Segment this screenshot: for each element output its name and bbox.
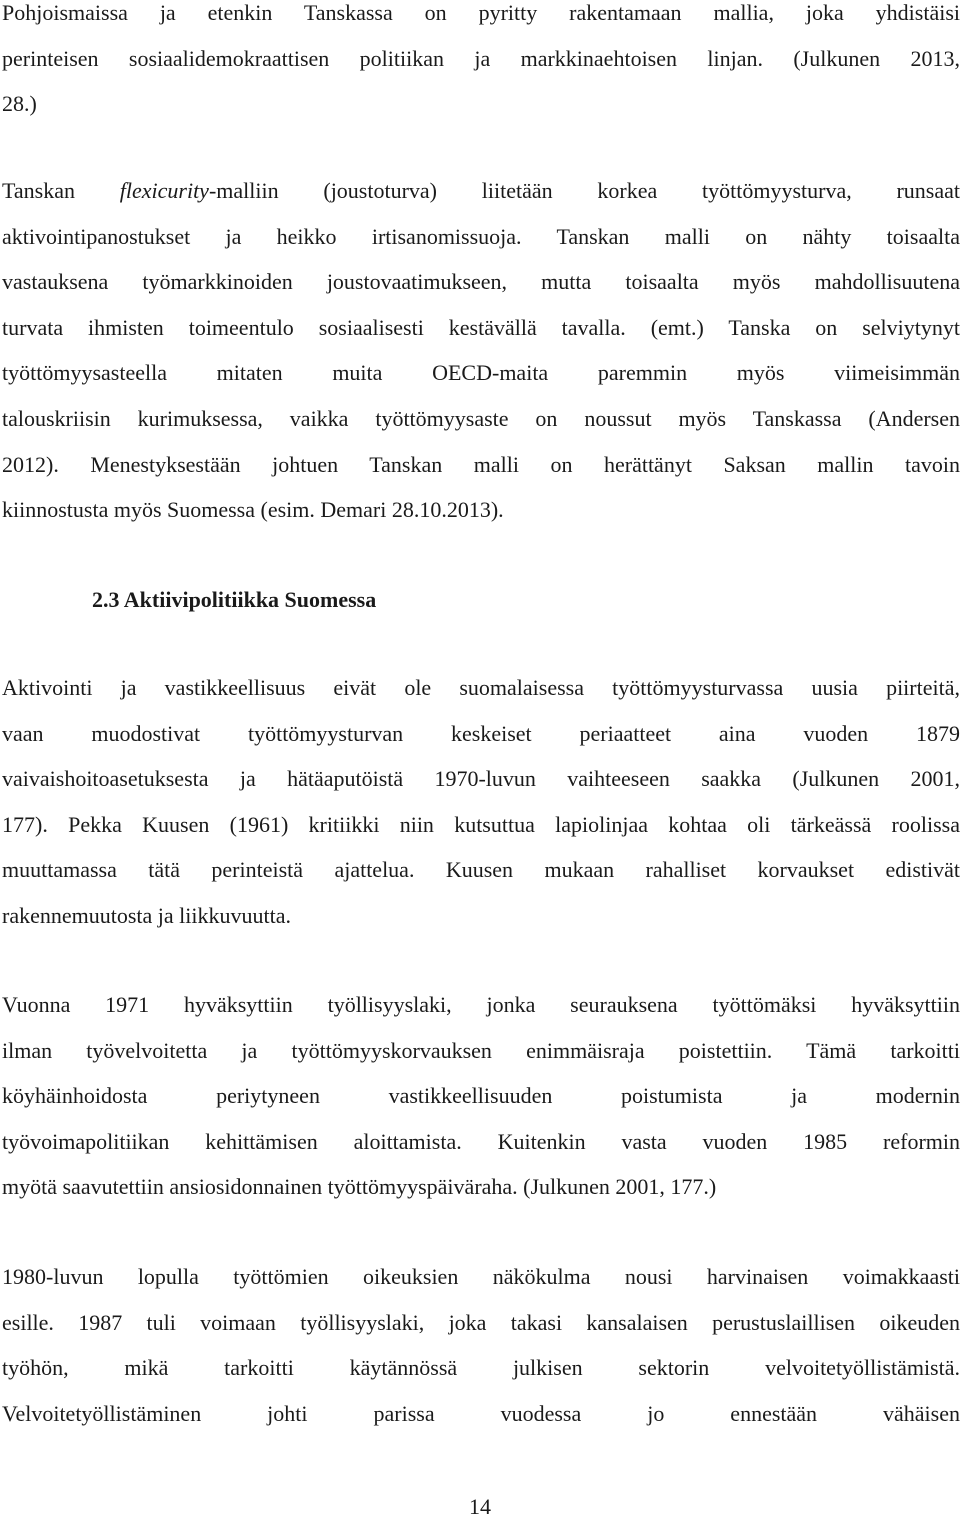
italic-term: flexicurity	[119, 178, 209, 203]
paragraph-employment-act-1971	[2, 982, 960, 1210]
text-line: Vuonna 1971 hyväksyttiin työllisyyslaki, jonka seurauksena työttömäksi hyväksyttiin	[2, 992, 960, 1017]
text-line: vastauksena työmarkkinoiden joustovaatimukseen, mutta toisaalta myös mahdollisuutena	[2, 269, 960, 295]
text-line: perinteisen sosiaalidemokraattisen politiikan ja markkinaehtoisen linjan. (Julkunen 2013,	[2, 45, 960, 71]
paragraph-flexicurity	[2, 168, 960, 533]
section-heading: 2.3 Aktiivipolitiikka Suomessa	[92, 587, 377, 612]
paragraph-nordic-model	[2, 0, 960, 127]
text-line: vaivaishoitoasetuksesta ja hätäaputöistä 1970-luvun vaihteeseen saakka (Julkunen 2001,	[2, 766, 960, 792]
text-line: 177). Pekka Kuusen (1961) kritiikki niin kutsuttua lapiolinjaa kohtaa oli tärkeässä roolissa	[2, 811, 960, 837]
text-line: esille. 1987 tuli voimaan työllisyyslaki, joka takasi kansalaisen perustuslaillisen oikeuden	[2, 1309, 960, 1335]
text-line: työhön, mikä tarkoitti käytännössä julkisen sektorin velvoitetyöllistämistä.	[2, 1355, 960, 1381]
text-line: turvata ihmisten toimeentulo sosiaalisesti kestävällä tavalla. (emt.) Tanska on selviytynyt	[2, 314, 960, 340]
text-line: rakennemuutosta ja liikkuvuutta.	[2, 902, 291, 928]
text-line: 2012). Menestyksestään johtuen Tanskan malli on herättänyt Saksan mallin tavoin	[2, 451, 960, 477]
text-line: työttömyysasteella mitaten muita OECD-maita paremmin myös viimeisimmän	[2, 360, 960, 386]
text-line: työvoimapolitiikan kehittämisen aloittamista. Kuitenkin vasta vuoden 1985 reformin	[2, 1128, 960, 1154]
text-line: 28.)	[2, 91, 37, 117]
text-line: ilman työvelvoitetta ja työttömyyskorvauksen enimmäisraja poistettiin. Tämä tarkoitti	[2, 1037, 960, 1063]
text-line: muuttamassa tätä perinteistä ajattelua. Kuusen mukaan rahalliset korvaukset edistivät	[2, 857, 960, 883]
text-line	[2, 168, 960, 214]
text-line: Velvoitetyöllistäminen johti parissa vuodessa jo ennestään vähäisen	[2, 1400, 960, 1426]
text-line: kiinnostusta myös Suomessa (esim. Demari 28.10.2013).	[2, 497, 504, 523]
text-line: myötä saavutettiin ansiosidonnainen työttömyyspäiväraha. (Julkunen 2001, 177.)	[2, 1174, 717, 1200]
paragraph-activation	[2, 665, 960, 939]
text-line: 1980-luvun lopulla työttömien oikeuksien näkökulma nousi harvinaisen voimakkaasti	[2, 1264, 960, 1289]
text-line: vaan muodostivat työttömyysturvan keskeiset periaatteet aina vuoden 1879	[2, 720, 960, 746]
text-segment: Tanskan	[2, 178, 120, 203]
text-line: köyhäinhoidosta periytyneen vastikkeellisuuden poistumista ja modernin	[2, 1083, 960, 1109]
page-number: 14	[469, 1494, 491, 1519]
text-line: Aktivointi ja vastikkeellisuus eivät ole suomalaisessa työttömyysturvassa uusia piirteitä,	[2, 675, 960, 700]
paragraph-1980s	[2, 1254, 960, 1436]
text-line: Pohjoismaissa ja etenkin Tanskassa on pyritty rakentamaan mallia, joka yhdistäisi	[2, 0, 960, 25]
text-segment: -malliin (joustoturva) liitetään korkea työttömyysturva, runsaat	[208, 178, 960, 203]
text-line: aktivointipanostukset ja heikko irtisanomissuoja. Tanskan malli on nähty toisaalta	[2, 223, 960, 249]
text-line: talouskriisin kurimuksessa, vaikka työttömyysaste on noussut myös Tanskassa (Andersen	[2, 405, 960, 431]
